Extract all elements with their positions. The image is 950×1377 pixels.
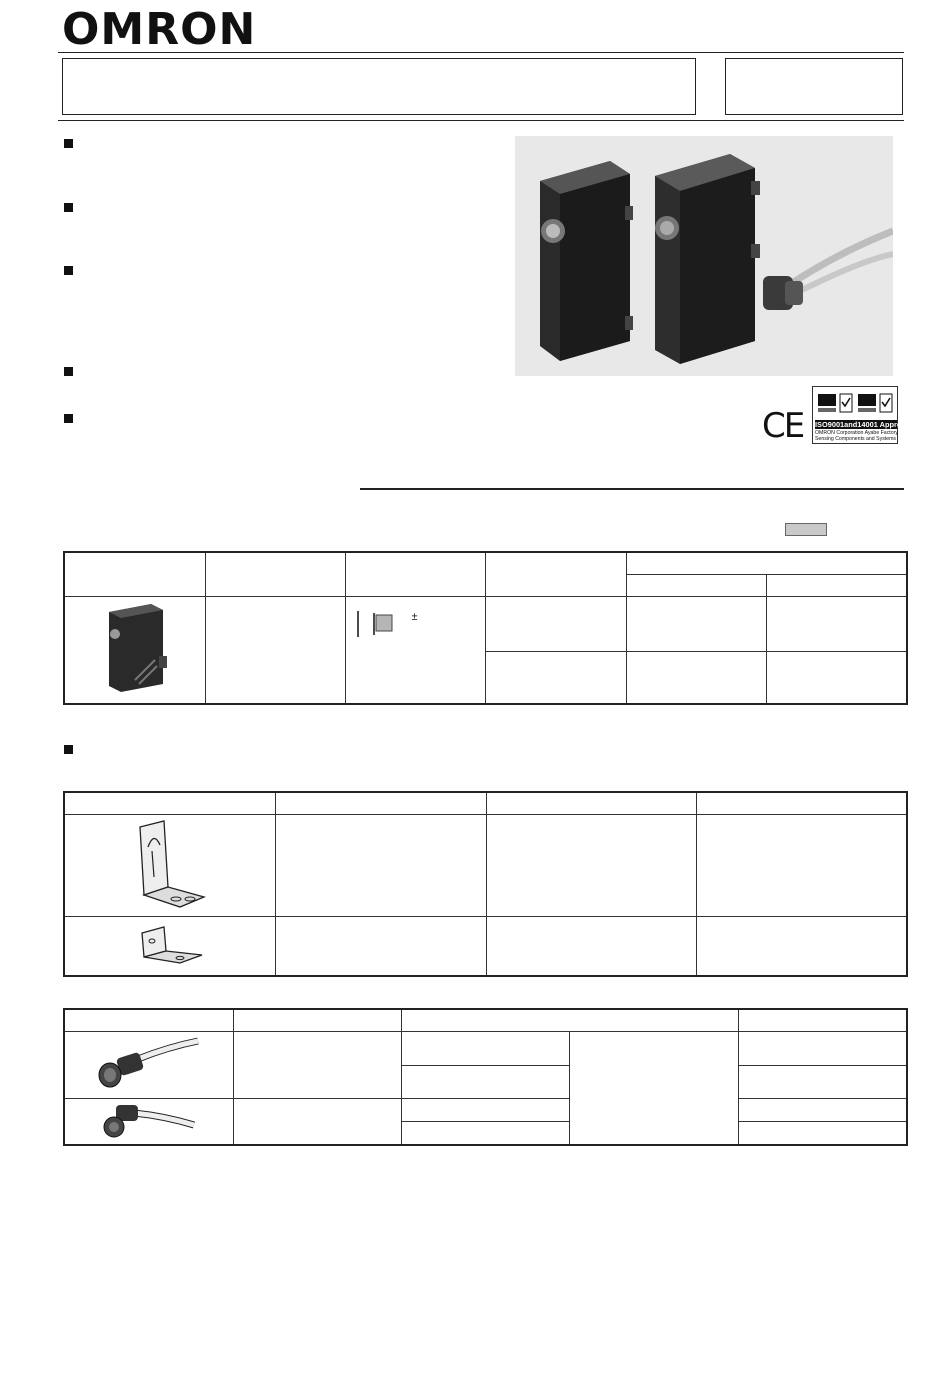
section-bullet (64, 745, 73, 754)
table1-header-cell (64, 552, 205, 596)
connector-cable-icon (94, 1099, 204, 1141)
table1-header-cell (205, 552, 345, 596)
table2-cell (486, 814, 696, 916)
feature-bullet (64, 203, 73, 212)
iso-company-text: OMRON Corporation Ayabe Factory Sensing Components and Systems (815, 430, 898, 443)
table3-image-cell (64, 1031, 233, 1098)
table2-cell (275, 916, 486, 976)
table2-cell (696, 814, 907, 916)
iso-approval-badge (812, 386, 915, 444)
table2-image-cell (64, 814, 275, 916)
title-box (62, 58, 696, 115)
iso-approval-text: ISO9001and14001 Approved (815, 420, 915, 429)
feature-bullet (64, 139, 73, 148)
table1-header-cell (345, 552, 485, 596)
table2-header-cell (696, 792, 907, 814)
header-rule-bottom (58, 120, 904, 121)
table3-cell (738, 1031, 907, 1065)
gray-tag (785, 523, 827, 536)
table1-header-cell (626, 552, 907, 574)
section-rule (360, 488, 904, 490)
table1-cell (626, 651, 766, 704)
table3-cell (738, 1121, 907, 1144)
switch-symbol (346, 609, 485, 649)
table2-image-cell (64, 916, 275, 976)
table1-cell (485, 596, 626, 651)
header-rule-top (58, 52, 904, 53)
table3-cell (233, 1098, 401, 1145)
table3-cell (401, 1065, 569, 1098)
table3-cell (738, 1065, 907, 1098)
product-photo (515, 136, 893, 376)
table3-cell (401, 1121, 569, 1144)
table2-cell (696, 916, 907, 976)
table1-image-cell (64, 596, 205, 704)
photoelectric-sensor-icon (515, 136, 893, 376)
table1-cell (766, 596, 907, 651)
bracket-table (63, 791, 908, 977)
certification-logos-icon (816, 390, 894, 418)
omron-logo: OMRON (62, 4, 257, 55)
model-box (725, 58, 903, 115)
table1-subheader-cell (626, 574, 766, 596)
feature-bullet (64, 414, 73, 423)
table3-header-cell (233, 1009, 401, 1031)
table3-cell (738, 1098, 907, 1121)
ordering-table (63, 551, 908, 705)
mounting-bracket-icon (130, 817, 210, 911)
photoelectric-sensor-icon (95, 600, 175, 696)
table3-cell (401, 1031, 569, 1065)
feature-bullet (64, 266, 73, 275)
table3-cell (569, 1031, 738, 1145)
mounting-bracket-icon (130, 921, 210, 967)
table3-header-cell (401, 1009, 738, 1031)
table2-header-cell (275, 792, 486, 814)
table3-cell (233, 1031, 401, 1098)
feature-bullet (64, 367, 73, 376)
table1-cell (766, 651, 907, 704)
table2-cell (486, 916, 696, 976)
table2-header-cell (64, 792, 275, 814)
table2-cell (275, 814, 486, 916)
table1-cell (485, 651, 626, 704)
table1-header-cell (485, 552, 626, 596)
tolerance-symbol: ± (411, 610, 418, 623)
table1-subheader-cell (766, 574, 907, 596)
table3-header-cell (738, 1009, 907, 1031)
ce-mark: CE (762, 406, 804, 446)
cable-table (63, 1008, 908, 1146)
table3-cell (401, 1098, 569, 1121)
table2-header-cell (486, 792, 696, 814)
table1-cell (345, 596, 485, 704)
table3-header-cell (64, 1009, 233, 1031)
table1-cell (626, 596, 766, 651)
table3-image-cell (64, 1098, 233, 1145)
table1-cell (205, 596, 345, 704)
connector-cable-icon (94, 1033, 204, 1093)
